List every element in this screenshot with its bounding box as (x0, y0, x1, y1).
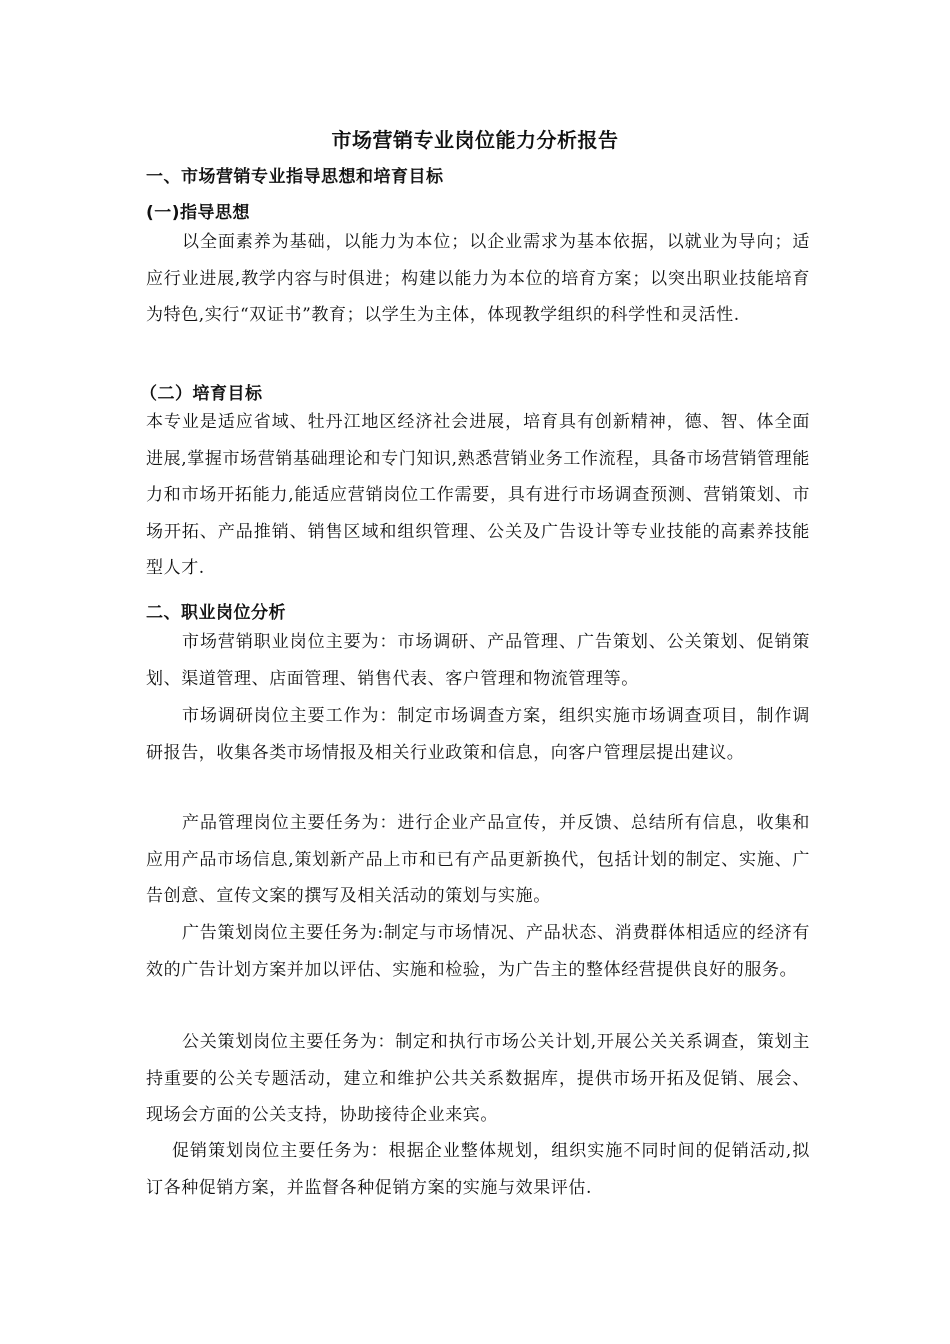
subsection-1-heading: (一)指导思想 (146, 203, 251, 223)
section-2-heading: 二、职业岗位分析 (146, 603, 286, 623)
job-paragraph-overview: 市场营销职业岗位主要为：市场调研、产品管理、广告策划、公关策划、促销策划、渠道管理、店面管理、销售代表、客户管理和物流管理等。 (146, 632, 810, 689)
training-goal-paragraph: 本专业是适应省域、牡丹江地区经济社会进展，培育具有创新精神，德、智、体全面进展,掌握市场营销基础理论和专门知识,熟悉营销业务工作流程，具备市场营销管理能力和市场开拓能力,能适应营销岗位工作需要，具有进行市场调查预测、营销策划、市场开拓、产品推销、销售区域和组织管理、公关及广告设计等专业技能的高素养技能型人才. (146, 412, 810, 578)
job-paragraph-market-research: 市场调研岗位主要工作为：制定市场调查方案，组织实施市场调查项目，制作调研报告，收集各类市场情报及相关行业政策和信息，向客户管理层提出建议。 (146, 706, 810, 763)
guiding-thought-paragraph: 以全面素养为基础，以能力为本位；以企业需求为基本依据，以就业为导向；适应行业进展,教学内容与时俱进；构建以能力为本位的培育方案；以突出职业技能培育为特色,实行“双证书”教育；以学生为主体，体现教学组织的科学性和灵活性. (146, 232, 810, 325)
section-1-heading: 一、市场营销专业指导思想和培育目标 (146, 167, 444, 187)
document-title: 市场营销专业岗位能力分析报告 (331, 128, 619, 152)
job-paragraph-promotion: 促销策划岗位主要任务为：根据企业整体规划，组织实施不同时间的促销活动,拟订各种促销方案，并监督各种促销方案的实施与效果评估. (146, 1141, 810, 1198)
job-paragraph-advertising: 广告策划岗位主要任务为:制定与市场情况、产品状态、消费群体相适应的经济有效的广告计划方案并加以评估、实施和检验，为广告主的整体经营提供良好的服务。 (146, 923, 810, 980)
job-paragraph-product-management: 产品管理岗位主要任务为：进行企业产品宣传，并反馈、总结所有信息，收集和应用产品市场信息,策划新产品上市和已有产品更新换代，包括计划的制定、实施、广告创意、宣传文案的撰写及相关活动的策划与实施。 (146, 813, 810, 906)
job-paragraph-public-relations: 公关策划岗位主要任务为：制定和执行市场公关计划,开展公关关系调查，策划主持重要的公关专题活动，建立和维护公共关系数据库，提供市场开拓及促销、展会、现场会方面的公关支持，协助接待企业来宾。 (146, 1032, 810, 1125)
subsection-2-heading: （二）培育目标 (140, 384, 263, 404)
